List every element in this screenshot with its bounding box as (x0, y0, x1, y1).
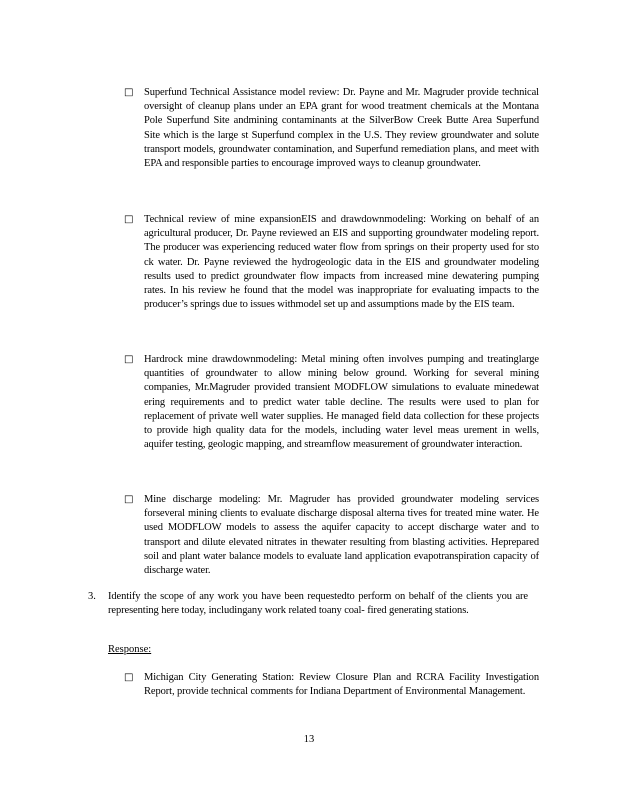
question-text: Identify the scope of any work you have been requestedto perform on behalf of the clients you are representing here today, includingany work related toany coal- fired generating stations. (108, 591, 528, 617)
bullet-square-icon: □ (124, 672, 134, 683)
page-number: 13 (303, 734, 315, 745)
bullet-text-superfund-review: Superfund Technical Assistance model review: Dr. Payne and Mr. Magruder provide technical oversight of cleanup plans under an EPA grant for wood treatment chemicals at the Montana Pole Superfund Site andmining contaminants at the SilverBow Creek Butte Area Superfund Site which is the large st Superfund complex in the U.S. They review groundwater and solute transport models, groundwater contamination, and Superfund remediation plans, and meet with EPA and responsible parties to encourage improved ways to cleanup groundwater. (144, 87, 539, 170)
bullet-square-icon: □ (124, 214, 134, 225)
bullet-text-hardrock-drawdown: Hardrock mine drawdownmodeling: Metal mining often involves pumping and treatinglarge quantities of groundwater to allow mining below ground. Working for several mining companies, Mr.Magruder provided transient MODFLOW simulations to evaluate minedewat ering requirements and to predict water table decline. The results were used to plan for replacement of private well water supplies. He managed field data collection for these projects to provide high quality data for the models, including water level meas urement in wells, aquifer testing, geologic mapping, and streamflow measurement of groundwater interaction. (144, 354, 539, 451)
bullet-square-icon: □ (124, 494, 134, 505)
bullet-square-icon: □ (124, 354, 134, 365)
bullet-text-mine-discharge: Mine discharge modeling: Mr. Magruder has provided groundwater modeling services forseveral mining clients to evaluate discharge disposal alterna tives for treated mine water. He used MODFLOW models to assess the aquifer capacity to accept discharge water and to transport and dilute elevated nitrates in thewater resulting from blasting activities. Heprepared soil and plant water balance models to evaluate land application evapotranspiration capacity of discharge water. (144, 494, 539, 577)
question-number: 3. (88, 591, 96, 602)
bullet-text-michigan-city: Michigan City Generating Station: Review Closure Plan and RCRA Facility Investigation Report, provide technical comments for Indiana Department of Environmental Management. (144, 672, 539, 698)
bullet-text-eis-review: Technical review of mine expansionEIS and drawdownmodeling: Working on behalf of an agricultural producer, Dr. Payne reviewed an EIS and supporting groundwater modeling report. The producer was experiencing reduced water flow from springs on their property used for sto ck water. Dr. Payne reviewed the hydrogeologic data in the EIS and groundwater modeling results used to predict groundwater flow impacts from increased mine dewatering pumping rates. In his review he found that the model was inappropriate for evaluating impacts to the producer’s springs due to issues withmodel set up and assumptions made by the EIS team. (144, 214, 539, 311)
bullet-square-icon: □ (124, 87, 134, 98)
response-label: Response: (108, 644, 152, 655)
